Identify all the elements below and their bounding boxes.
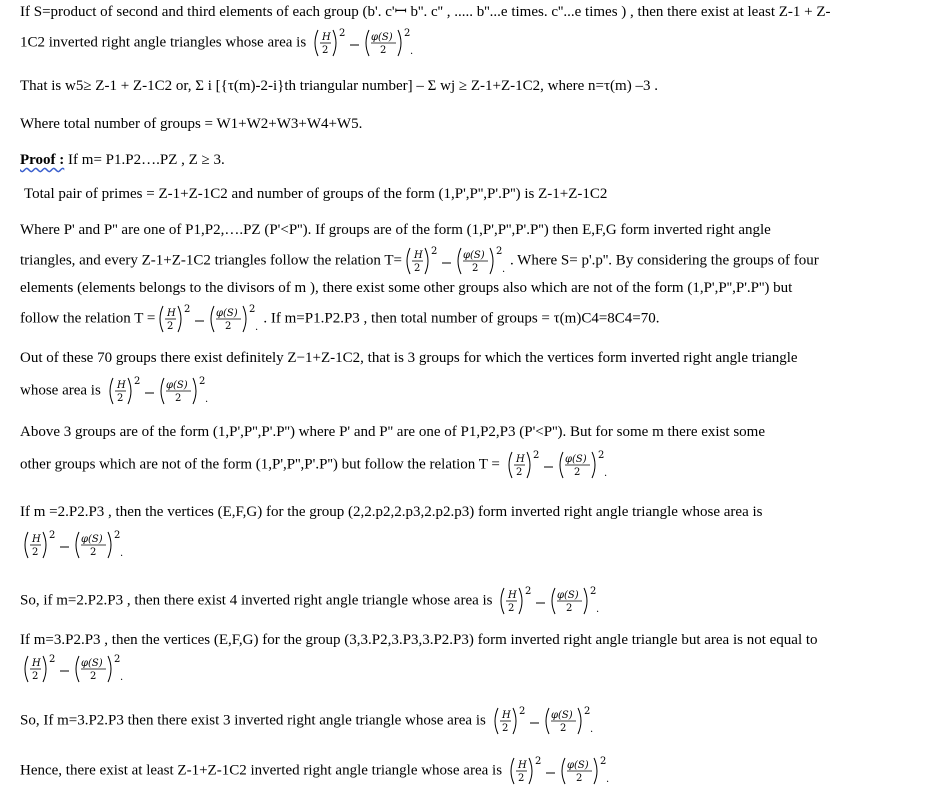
area-formula xyxy=(22,530,126,560)
paragraph-line-8 xyxy=(20,246,910,276)
area-formula xyxy=(498,586,602,616)
area-formula xyxy=(22,654,126,684)
paragraph-line-14 xyxy=(20,450,910,480)
paragraph-line-19 xyxy=(20,654,910,684)
paragraph-line-2 xyxy=(20,28,910,58)
paragraph-line-17 xyxy=(20,586,910,616)
paragraph-line-16 xyxy=(20,530,910,560)
area-formula xyxy=(312,28,416,58)
proof-label: Proof : xyxy=(20,152,65,168)
paragraph-line-6: Total pair of primes = Z-1+Z-1C2 and number of groups of the form (1,P',P'',P'.P'') is Z-1+Z-1C2 xyxy=(24,186,608,202)
proof-text: If m= P1.P2….PZ , Z ≥ 3. xyxy=(64,152,225,168)
area-formula xyxy=(404,246,508,276)
line-17-text: So, if m=2.P2.P3 , then there exist 4 inverted right angle triangle whose area is xyxy=(20,592,493,609)
paragraph-line-13: Above 3 groups are of the form (1,P',P'',P'.P'') where P' and P'' are one of P1,P2,P3 (P'<P''). But for some m there exist some xyxy=(20,424,765,440)
line-8-text-a: triangles, and every Z-1+Z-1C2 triangles follow the relation T= xyxy=(20,252,402,269)
line-10-text-b: . If m=P1.P2.P3 , then total number of groups = τ(m)C4=8C4=70. xyxy=(263,310,660,327)
line-2-text: 1C2 inverted right angle triangles whose area is xyxy=(20,34,307,51)
proof-line xyxy=(20,150,910,170)
line-21-text: Hence, there exist at least Z-1+Z-1C2 inverted right angle triangle whose area is xyxy=(20,762,503,779)
area-formula xyxy=(107,376,211,406)
paragraph-line-9: elements (elements belongs to the divisors of m ), there exist some other groups also which are not of the form (1,P',P'',P'.P'') but xyxy=(20,280,793,296)
area-formula xyxy=(508,756,612,786)
line-20-text: So, If m=3.P2.P3 then there exist 3 inverted right angle triangle whose area is xyxy=(20,712,486,729)
line-10-text-a: follow the relation T = xyxy=(20,310,156,327)
paragraph-line-4: Where total number of groups = W1+W2+W3+W4+W5. xyxy=(20,116,363,132)
paragraph-line-20 xyxy=(20,706,910,736)
line-8-text-b: . Where S= p'.p''. By considering the groups of four xyxy=(509,252,819,269)
line-12-text: whose area is xyxy=(20,382,101,399)
paragraph-line-10 xyxy=(20,304,910,334)
area-formula xyxy=(506,450,610,480)
paragraph-line-12 xyxy=(20,376,910,406)
paragraph-line-7: Where P' and P'' are one of P1,P2,….PZ (P'<P''). If groups are of the form (1,P',P'',P'.P'') then E,F,G form inverted right angle xyxy=(20,222,771,238)
area-formula xyxy=(492,706,596,736)
paragraph-line-18: If m=3.P2.P3 , then the vertices (E,F,G) for the group (3,3.P2,3.P3,3.P2.P3) form inverted right angle triangle but area is not equal to xyxy=(20,632,818,648)
paragraph-line-21 xyxy=(20,756,910,786)
paragraph-line-15: If m =2.P2.P3 , then the vertices (E,F,G) for the group (2,2.p2,2.p3,2.p2.p3) form inverted right angle triangle whose area is xyxy=(20,504,763,520)
area-formula xyxy=(157,304,261,334)
paragraph-line-11: Out of these 70 groups there exist definitely Z−1+Z-1C2, that is 3 groups for which the vertices form inverted right angle triangle xyxy=(20,350,798,366)
paragraph-line-1: If S=product of second and third elements of each group (b'. c'ꟷ b''. c'' , ..... b''...e times. c''...e times ) , then there exist at least Z-1 + Z- xyxy=(20,4,831,20)
line-14-text: other groups which are not of the form (1,P',P'',P'.P'') but follow the relation T = xyxy=(20,456,500,473)
paragraph-line-3: That is w5≥ Z-1 + Z-1C2 or, Σ i [{τ(m)-2-i}th triangular number] – Σ wj ≥ Z-1+Z-1C2, where n=τ(m) –3 . xyxy=(20,78,658,94)
